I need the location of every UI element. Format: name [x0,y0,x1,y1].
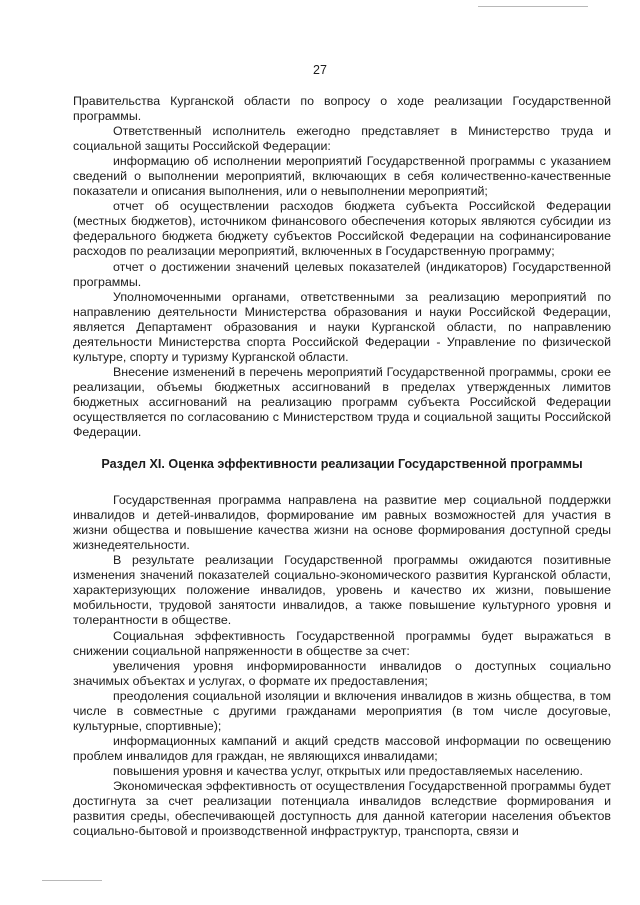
paragraph: увеличения уровня информированности инвалидов о доступных социально значимых объектах и услугах, о формате их предоставления; [73,658,611,688]
paragraph: преодоления социальной изоляции и включения инвалидов в жизнь общества, в том числе в совместные с другими гражданами мероприятия (в том числе досуговые, культурные, спортивные); [73,688,611,733]
paragraph: отчет об осуществлении расходов бюджета субъекта Российской Федерации (местных бюджетов), источником финансового обеспечения которых являются субсидии из федерального бюджета бюджету субъектов Российской Федерации на софинансирование расходов по реализации мероприятий, включенных в Государственную программу; [73,199,611,259]
paragraph: Правительства Курганской области по вопросу о ходе реализации Государственной программы. [73,94,611,124]
paragraphs-after [73,493,611,839]
page-number: 27 [313,63,327,77]
paragraph: отчет о достижении значений целевых показателей (индикаторов) Государственной программы. [73,259,611,289]
paragraph: информационных кампаний и акций средств массовой информации по освещению проблем инвалидов для граждан, не являющихся инвалидами; [73,733,611,763]
paragraph: Ответственный исполнитель ежегодно представляет в Министерство труда и социальной защиты Российской Федерации: [73,124,611,154]
document-body [73,94,611,839]
paragraph: повышения уровня и качества услуг, открытых или предоставляемых населению. [113,763,583,778]
paragraph: Уполномоченными органами, ответственными за реализацию мероприятий по направлению деятельности Министерства образования и науки Российской Федерации, является Департамент образования и науки Курганской области, по направлению деятельности Министерства спорта Российской Федерации - Управление по физической культуре, спорту и туризму Курганской области. [73,289,611,364]
paragraphs-before [73,94,611,440]
scan-artifact-bottom [42,880,102,881]
paragraph: информацию об исполнении мероприятий Государственной программы с указанием сведений о выполнении мероприятий, включающих в себя количественно-качественные показатели и описания выполнения, или о невыполнении мероприятий; [73,154,611,199]
paragraph: Внесение изменений в перечень мероприятий Государственной программы, сроки ее реализации, объемы бюджетных ассигнований в пределах утвержденных лимитов бюджетных ассигнований на реализацию программ субъекта Российской Федерации осуществляется по согласованию с Министерством труда и социальной защиты Российской Федерации. [73,364,611,440]
paragraph: В результате реализации Государственной программы ожидаются позитивные изменения значений показателей социально-экономического развития Курганской области, характеризующих положение инвалидов, уровень и качество их жизни, повышение мобильности, трудовой занятости инвалидов, а также повышение культурного уровня и толерантности в обществе. [73,553,611,628]
paragraph: Экономическая эффективность от осуществления Государственной программы будет достигнута за счет реализации потенциала инвалидов вследствие формирования и развития среды, обеспечивающей доступность для данной категории населения объектов социально-бытовой и производственной инфраструктур, транспорта, связи и [73,778,611,839]
scan-artifact-top [478,6,588,7]
paragraph: Социальная эффективность Государственной программы будет выражаться в снижении социальной напряженности в обществе за счет: [73,628,611,658]
section-heading: Раздел XI. Оценка эффективности реализации Государственной программы [101,457,583,472]
paragraph: Государственная программа направлена на развитие мер социальной поддержки инвалидов и детей-инвалидов, формирование им равных возможностей для участия в жизни общества и повышение качества жизни на основе формирования доступной среды жизнедеятельности. [73,493,611,553]
